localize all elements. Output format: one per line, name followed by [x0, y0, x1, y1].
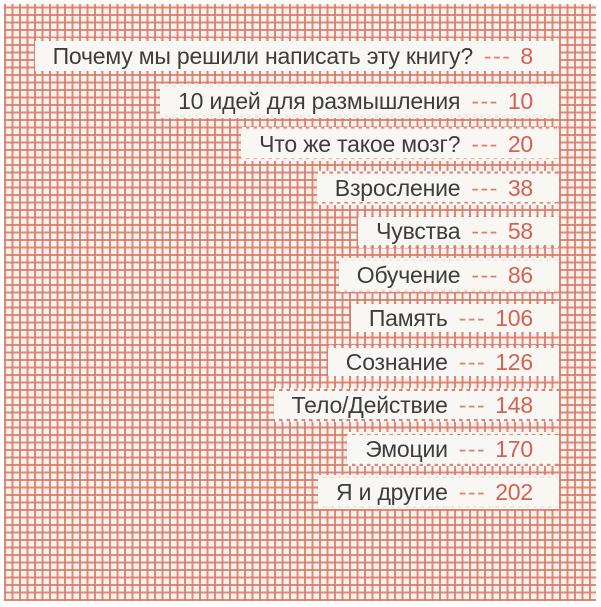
toc-entry-page-number: 170 — [495, 435, 533, 462]
toc-entry-separator: --- — [471, 218, 499, 244]
toc-entry-page-number: 58 — [507, 218, 533, 244]
toc-entry — [347, 435, 559, 463]
toc-entry — [358, 217, 559, 245]
toc-entry-title: Почему мы решили написать эту книгу? — [52, 43, 473, 69]
toc-entry — [317, 174, 559, 202]
toc-entry-separator: --- — [458, 435, 487, 462]
toc-entry-title: Я и другие — [336, 479, 448, 505]
toc-entry — [241, 130, 559, 158]
toc-entry-page-number: 106 — [495, 305, 533, 331]
toc-entry-title: 10 идей для размышления — [178, 87, 461, 114]
toc-entry-separator: --- — [458, 479, 487, 505]
toc-entry-page-number: 148 — [495, 392, 533, 418]
toc-entry-separator: --- — [483, 43, 512, 69]
toc-entry-page-number: 202 — [495, 479, 533, 505]
toc-entry — [318, 478, 559, 506]
toc-entry-page-number: 20 — [507, 131, 533, 157]
toc-entry-page-number: 10 — [507, 87, 533, 114]
toc-entry-separator: --- — [458, 392, 487, 418]
toc-entry — [160, 87, 559, 115]
toc-entry-separator: --- — [458, 348, 487, 375]
toc-entry — [328, 348, 559, 376]
toc-entry-separator: --- — [458, 305, 487, 331]
toc-entry-title: Тело/Действие — [291, 392, 448, 418]
toc-entry — [339, 261, 559, 289]
toc-entry-separator: --- — [471, 87, 499, 114]
toc-entry-separator: --- — [471, 261, 499, 288]
toc-entry-title: Память — [368, 305, 448, 331]
toc-entry-page-number: 86 — [507, 261, 533, 288]
toc-entry-page-number: 8 — [520, 43, 533, 69]
toc-entry — [274, 391, 559, 419]
toc-entry-title: Сознание — [345, 348, 448, 375]
toc-entry-separator: --- — [471, 131, 499, 157]
toc-entry-title: Обучение — [356, 261, 461, 288]
table-of-contents-list — [35, 0, 559, 506]
toc-entry — [351, 304, 559, 332]
toc-entry-title: Что же такое мозг? — [259, 131, 461, 157]
toc-entry — [35, 41, 559, 71]
toc-entry-page-number: 38 — [507, 174, 533, 201]
toc-entry-title: Чувства — [376, 218, 461, 244]
toc-entry-title: Взросление — [334, 174, 461, 201]
toc-entry-page-number: 126 — [495, 348, 533, 375]
toc-entry-title: Эмоции — [365, 435, 448, 462]
toc-entry-separator: --- — [471, 174, 499, 201]
